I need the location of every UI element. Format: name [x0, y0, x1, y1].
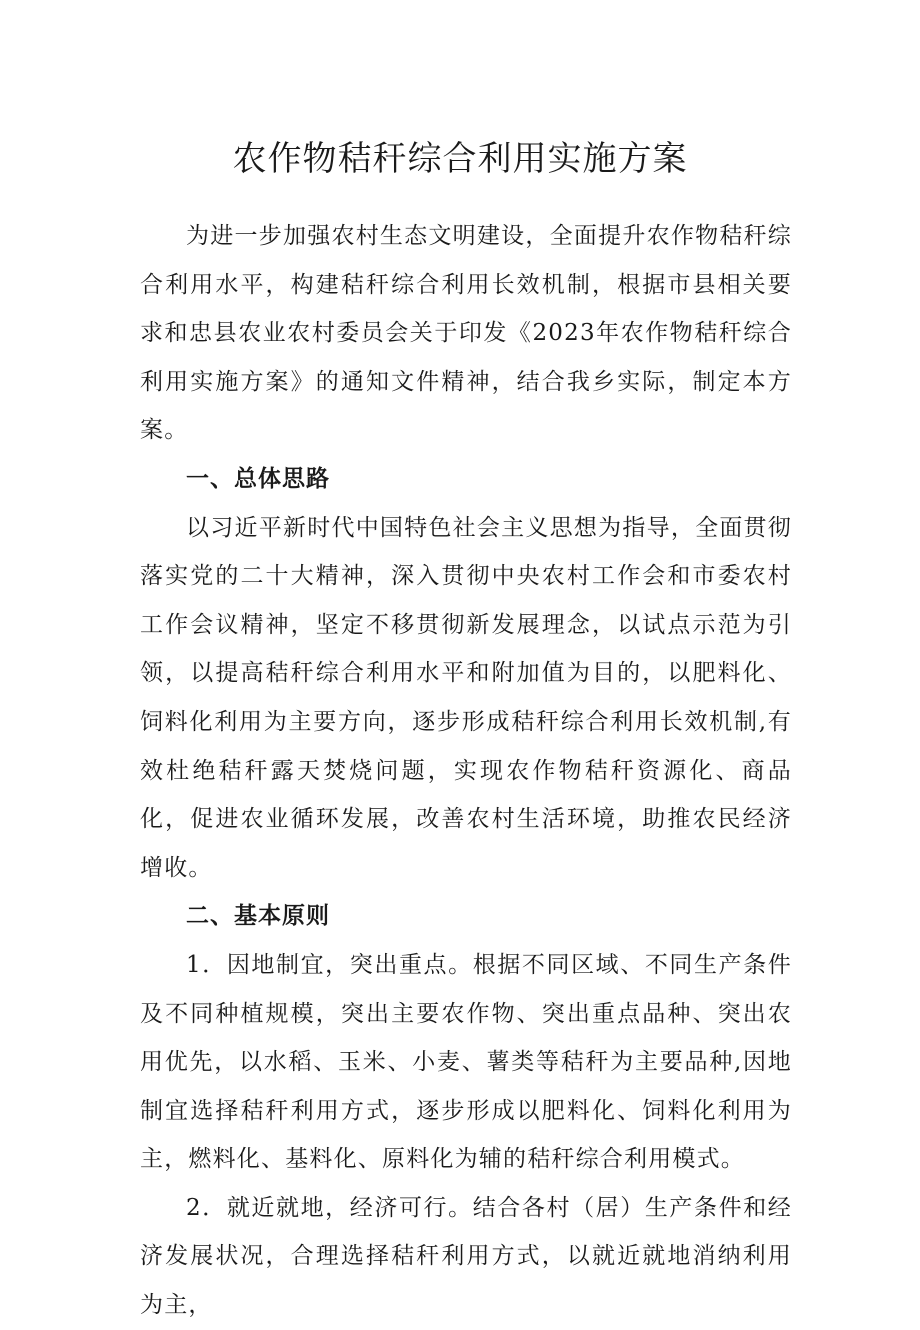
principle-1-paragraph: 1．因地制宜，突出重点。根据不同区域、不同生产条件及不同种植规模，突出主要农作物、突出重点品种、突出农用优先，以水稻、玉米、小麦、薯类等秸秆为主要品种,因地制宜选择秸秆利用方式，逐步形成以肥料化、饲料化利用为主，燃料化、基料化、原料化为辅的秸秆综合利用模式。 [140, 951, 792, 1173]
document-title: 农作物秸秆综合利用实施方案 [232, 139, 688, 179]
document-body [140, 212, 792, 1330]
section-heading-basic-principles: 二、基本原则 [186, 903, 330, 930]
intro-paragraph: 为进一步加强农村生态文明建设，全面提升农作物秸秆综合利用水平，构建秸秆综合利用长效机制，根据市县相关要求和忠县农业农村委员会关于印发《2023年农作物秸秆综合利用实施方案》的通知文件精神，结合我乡实际，制定本方案。 [140, 223, 792, 444]
principle-2-paragraph: 2．就近就地，经济可行。结合各村（居）生产条件和经济发展状况，合理选择秸秆利用方式，以就近就地消纳利用为主， [140, 1194, 792, 1319]
overall-approach-paragraph: 以习近平新时代中国特色社会主义思想为指导，全面贯彻落实党的二十大精神，深入贯彻中央农村工作会和市委农村工作会议精神，坚定不移贯彻新发展理念，以试点示范为引领，以提高秸秆综合利用水平和附加值为目的，以肥料化、饲料化利用为主要方向，逐步形成秸秆综合利用长效机制,有效杜绝秸秆露天焚烧问题，实现农作物秸秆资源化、商品化，促进农业循环发展，改善农村生活环境，助推农民经济增收。 [140, 514, 792, 881]
section-heading-overall-approach: 一、总体思路 [186, 465, 330, 492]
